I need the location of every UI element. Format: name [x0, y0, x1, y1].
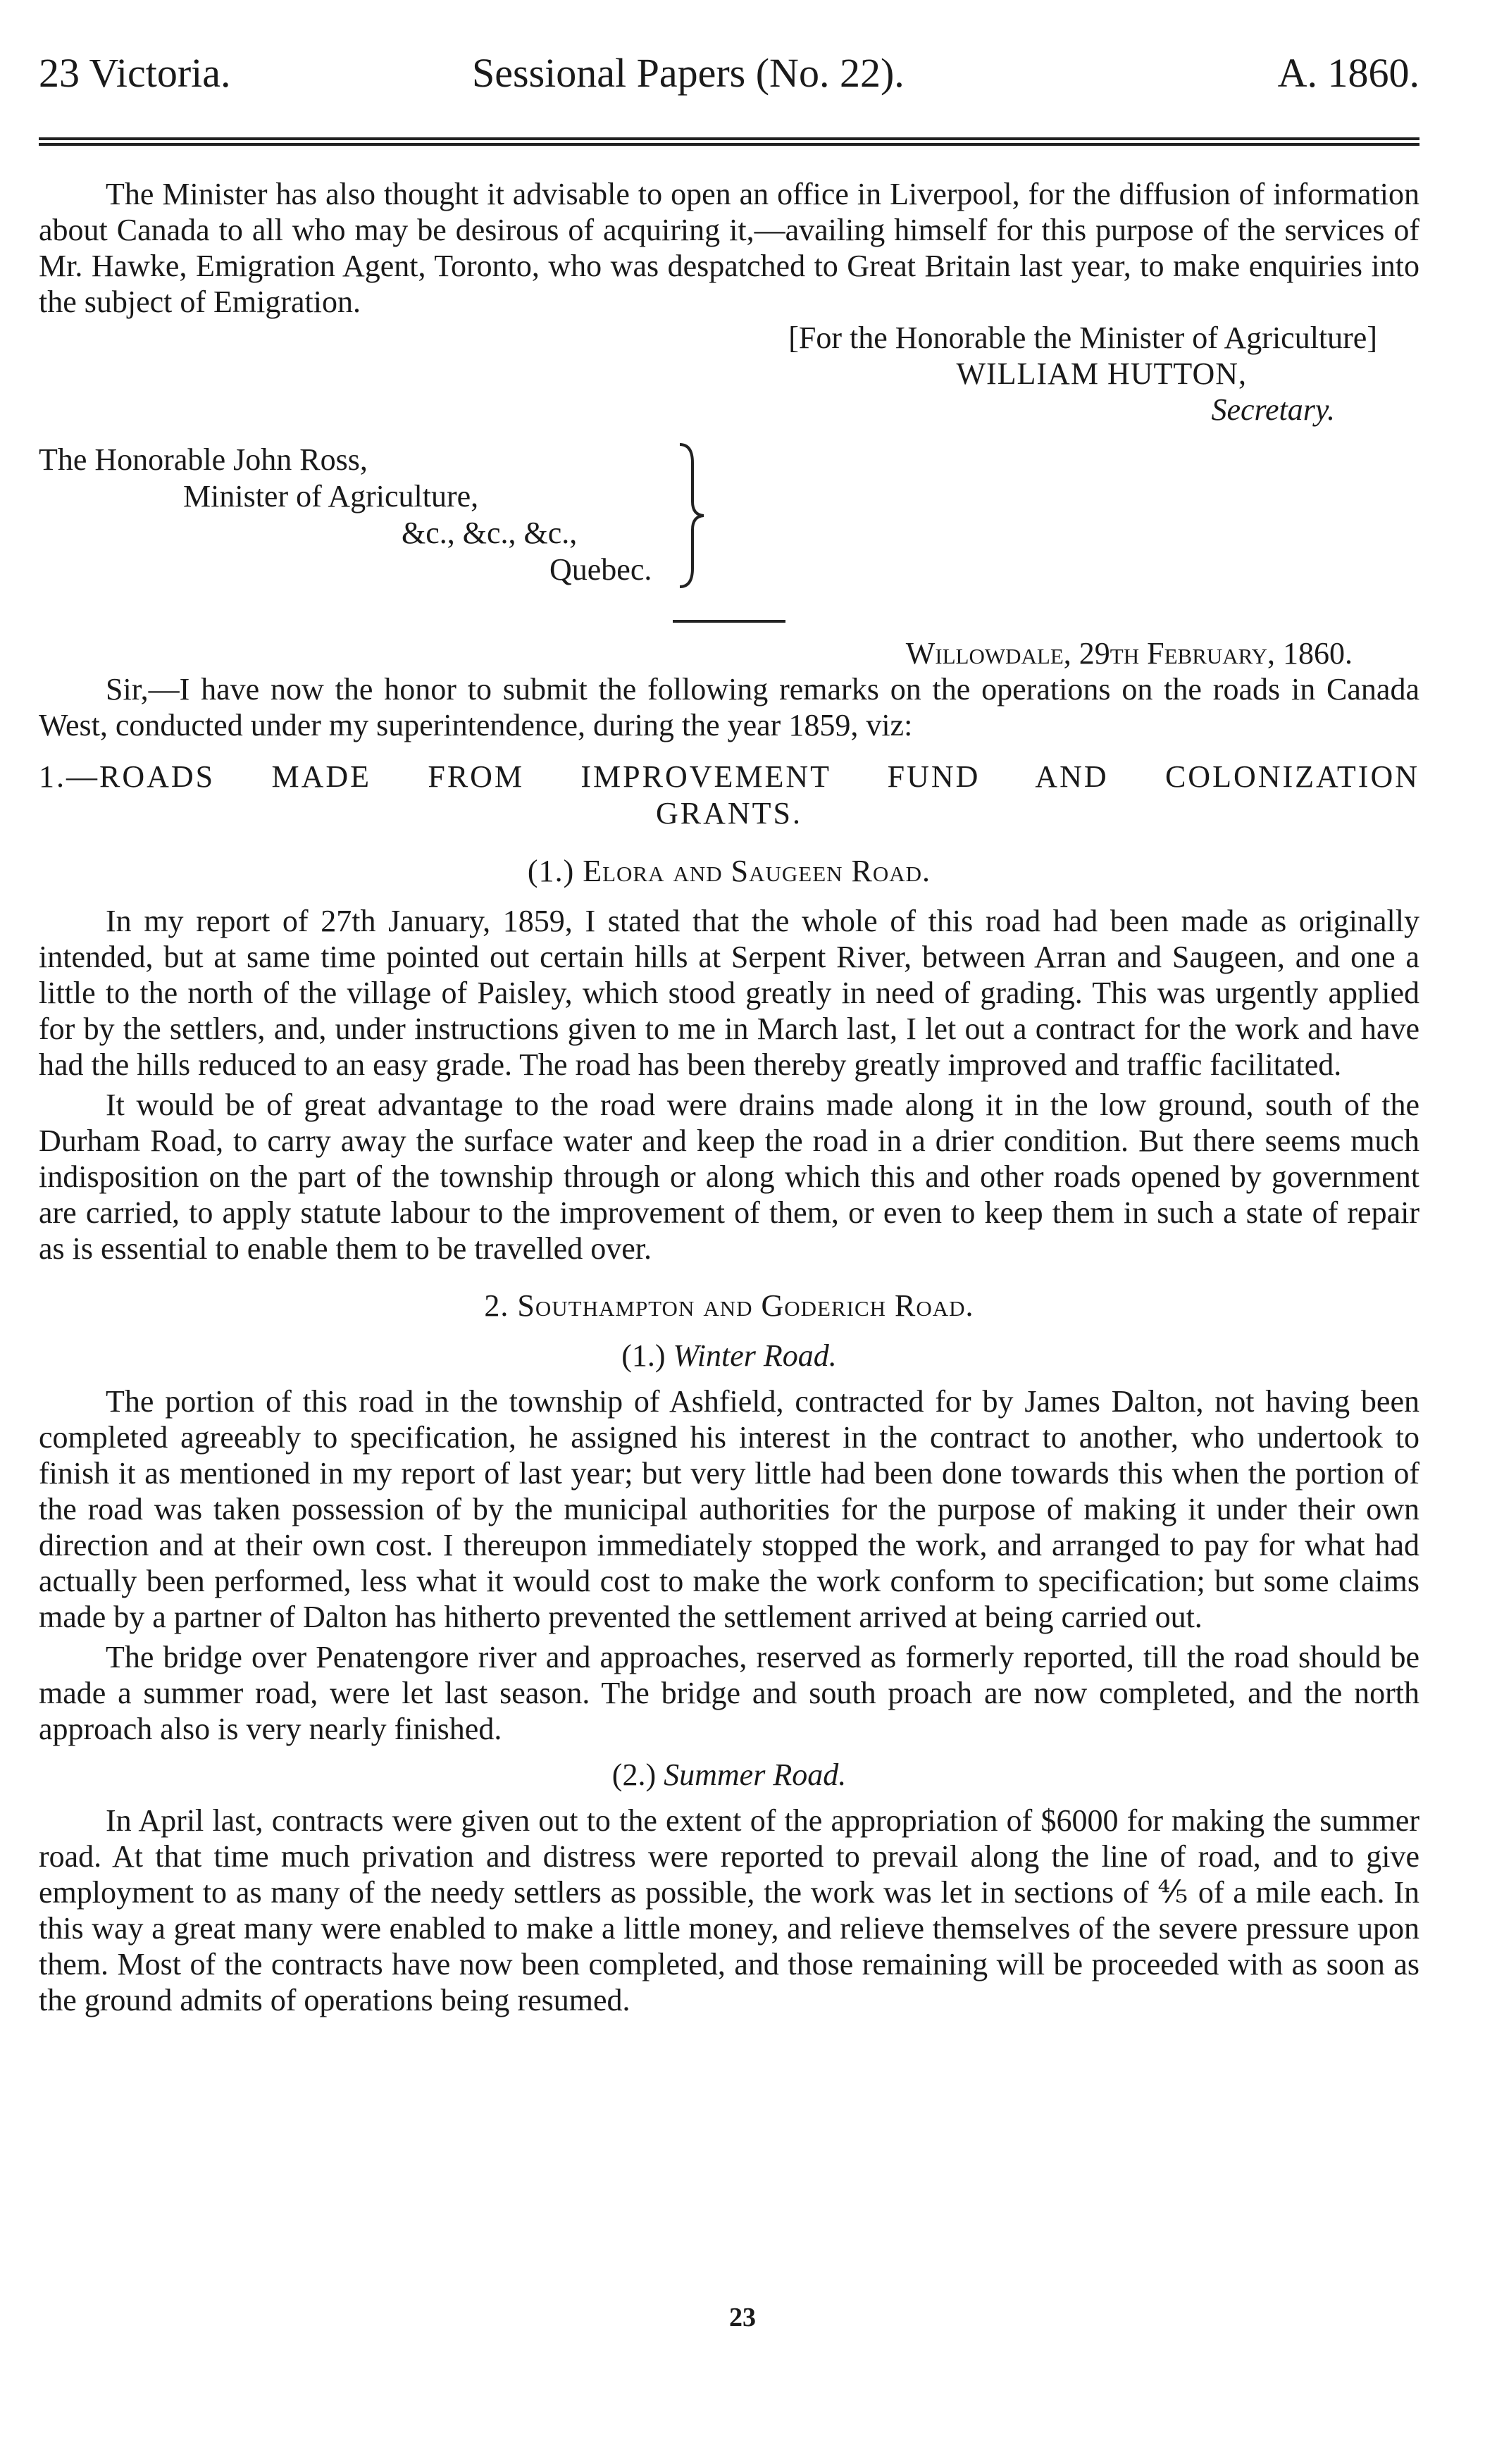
signature-name: WILLIAM HUTTON,	[956, 356, 1247, 391]
page-number: 23	[729, 2303, 756, 2332]
summer-road-title: Summer Road.	[664, 1757, 847, 1792]
header-right: A. 1860.	[1277, 50, 1419, 96]
winter-road-title: Winter Road.	[673, 1338, 837, 1373]
section-1-heading-line-1: 1.—ROADS MADE FROM IMPROVEMENT FUND AND COLONIZATION	[39, 759, 1419, 794]
address-line-1: The Honorable John Ross,	[39, 442, 368, 477]
elora-paragraph-1: In my report of 27th January, 1859, I stated that the whole of this road had been made as originally intended, but at same time pointed out certain hills at Serpent River, between Arran and Saugeen, and one a little to the north of the village of Paisley, which stood greatly in need of grading. This was urgently applied for by the settlers, and, under instructions given to me in March last, I let out a contract for the work and have had the hills reduced to an easy grade. The road has been thereby greatly improved and traffic facilitated.	[39, 904, 1419, 1082]
header-left: 23 Victoria.	[39, 50, 231, 96]
southampton-goderich-heading: 2. Southampton and Goderich Road.	[484, 1288, 974, 1323]
winter-road-number: (1.)	[621, 1338, 666, 1373]
section-divider	[673, 620, 785, 623]
address-line-2: Minister of Agriculture,	[183, 479, 479, 514]
summer-road-number: (2.)	[611, 1757, 657, 1792]
dateline: Willowdale, 29th February, 1860.	[905, 636, 1353, 671]
page	[39, 28, 1419, 106]
right-brace-icon	[673, 442, 708, 590]
winter-paragraph-2: The bridge over Penatengore river and approaches, reserved as formerly reported, till the road should be made a summer road, were let last season. The bridge and south proach are now completed, and the north approach also is very nearly finished.	[39, 1640, 1419, 1746]
signature-line: [For the Honorable the Minister of Agriculture]	[788, 321, 1377, 355]
header-double-rule	[39, 137, 1419, 146]
address-line-4: Quebec.	[549, 552, 652, 587]
section-1-heading	[39, 759, 1419, 832]
section-1-heading-line-2: GRANTS.	[655, 796, 803, 830]
winter-road-heading	[39, 1338, 1419, 1374]
header-center: Sessional Papers (No. 22).	[472, 50, 905, 96]
summer-paragraph-1: In April last, contracts were given out to the extent of the appropriation of $6000 for making the summer road. At that time much privation and distress were reported to prevail along the line of road, and to give employment to as many of the needy settlers as possible, the work was let in sections of ⅘ of a mile each. In this way a great many were enabled to make a little money, and relieve themselves of the severe pressure upon them. Most of the contracts have now been completed, and those remaining will be proceeded with as soon as the ground admits of operations being resumed.	[39, 1803, 1419, 2017]
address-block	[39, 442, 1419, 593]
summer-road-heading	[39, 1757, 1419, 1793]
address-line-3: &c., &c., &c.,	[402, 516, 578, 550]
winter-paragraph-1: The portion of this road in the township of Ashfield, contracted for by James Dalton, not having been completed agreeably to specification, he assigned his interest in the contract to another, who undertook to finish it as mentioned in my report of last year; but very little had been done towards this when the portion of the road was taken possession of by the municipal authorities for the purpose of making it under their own direction and at their own cost. I thereupon immediately stopped the work, and arranged to pay for what had actually been performed, less what it would cost to make the work conform to specification; but some claims made by a partner of Dalton has hitherto prevented the settlement arrived at being carried out.	[39, 1384, 1419, 1634]
running-head	[39, 28, 1419, 106]
elora-saugeen-heading: (1.) Elora and Saugeen Road.	[527, 854, 931, 888]
elora-paragraph-2: It would be of great advantage to the road were drains made along it in the low ground, south of the Durham Road, to carry away the surface water and keep the road in a drier condition. But there seems much indisposition on the part of the township through or along which this and other roads opened by government are carried, to apply statute labour to the improvement of them, or even to keep them in such a state of repair as is essential to enable them to be travelled over.	[39, 1088, 1419, 1266]
signature-title: Secretary.	[1211, 392, 1335, 427]
document-body	[39, 176, 1419, 2018]
salutation-paragraph: Sir,—I have now the honor to submit the following remarks on the operations on the roads in Canada West, conducted under my superintendence, during the year 1859, viz:	[39, 672, 1419, 742]
intro-paragraph: The Minister has also thought it advisable to open an office in Liverpool, for the diffusion of information about Canada to all who may be desirous of acquiring it,—availing himself for this purpose of the services of Mr. Hawke, Emigration Agent, Toronto, who was despatched to Great Britain last year, to make enquiries into the subject of Emigration.	[39, 177, 1419, 319]
